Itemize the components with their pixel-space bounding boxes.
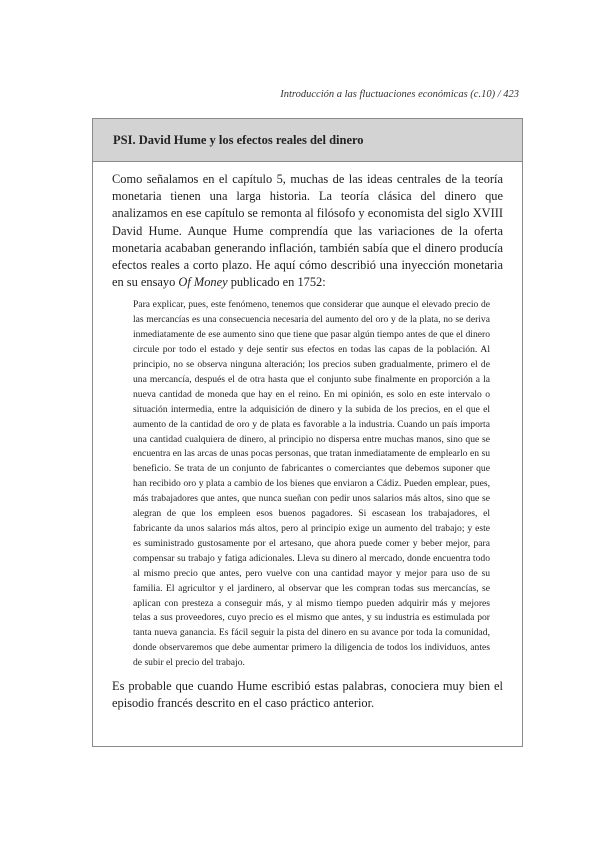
case-study-box — [92, 118, 523, 747]
running-header: Introducción a las fluctuaciones económicas (c.10) / 423 — [280, 89, 519, 100]
closing-paragraph: Es probable que cuando Hume escribió estas palabras, conociera muy bien el episodio francés descrito en el caso práctico anterior. — [112, 679, 503, 711]
intro-text-2: publicado en 1752: — [227, 275, 326, 290]
hume-quote: Para explicar, pues, este fenómeno, tenemos que considerar que aunque el elevado precio de las mercancías es una consecuencia necesaria del aumento del oro y de la plata, no se deriva inmediatamente de ese aumento sino que tiene que pasar algún tiempo antes de que el dinero circule por todo el estado y deje sentir sus efectos en todas las capas de la población. Al principio, no se observa ninguna alteración; los precios suben gradualmente, primero el de una mercancía, después el de otra hasta que el conjunto sube finalmente en proporción a la nueva cantidad de moneda que hay en el reino. En mi opinión, es solo en este intervalo o situación intermedia, entre la adquisición de dinero y la subida de los precios, en el que el aumento de la cantidad de oro y de plata es favorable a la industria. Cuando un país importa una cantidad cualquiera de dinero, al principio no dispersa entre muchas manos, sino que se encuentra en las arcas de unas pocas personas, que tratan inmediatamente de emplearlo en su beneficio. Se trata de un conjunto de fabricantes o comerciantes que debemos suponer que han recibido oro y plata a cambio de los bienes que enviaron a Cádiz. Pueden emplear, pues, más trabajadores que antes, que nunca sueñan con pedir unos salarios más altos, sino que se alegran de que los empleen esos buenos pagadores. Si escasean los trabajadores, el fabricante da unos salarios más altos, pero al principio exige un aumento del trabajo; y este es suministrado gustosamente por el artesano, que ahora puede comer y beber mejor, para compensar su trabajo y fatiga adicionales. Lleva su dinero al mercado, donde encuentra todo al mismo precio que antes, pero vuelve con una cantidad mayor y mejor para uso de su familia. El agricultor y el jardinero, al observar que les compran todas sus mercancías, se aplican con presteza a conseguir más, y al mismo tiempo pueden adquirir más y mejores telas a sus proveedores, cuyo precio es el mismo que antes, y su industria es estimulada por tanta nueva ganancia. Es fácil seguir la pista del dinero en su avance por toda la comunidad, donde observaremos que debe aumentar primero la diligencia de todos los individuos, antes de subir el precio del trabajo. — [133, 299, 490, 669]
essay-title: Of Money — [178, 275, 228, 290]
intro-paragraph — [112, 171, 503, 291]
box-header — [93, 119, 522, 162]
box-title: PSI. David Hume y los efectos reales del dinero — [113, 132, 364, 147]
box-body — [93, 162, 522, 712]
intro-text-1: Como señalamos en el capítulo 5, muchas de las ideas centrales de la teoría monetaria tienen una larga historia. La teoría clásica del dinero que analizamos en ese capítulo se remonta al filósofo y economista del siglo XVIII David Hume. Aunque Hume comprendía que las variaciones de la oferta monetaria acababan generando inflación, también sabía que el dinero producía efectos reales a corto plazo. He aquí cómo describió una inyección monetaria en su ensayo — [112, 172, 503, 290]
